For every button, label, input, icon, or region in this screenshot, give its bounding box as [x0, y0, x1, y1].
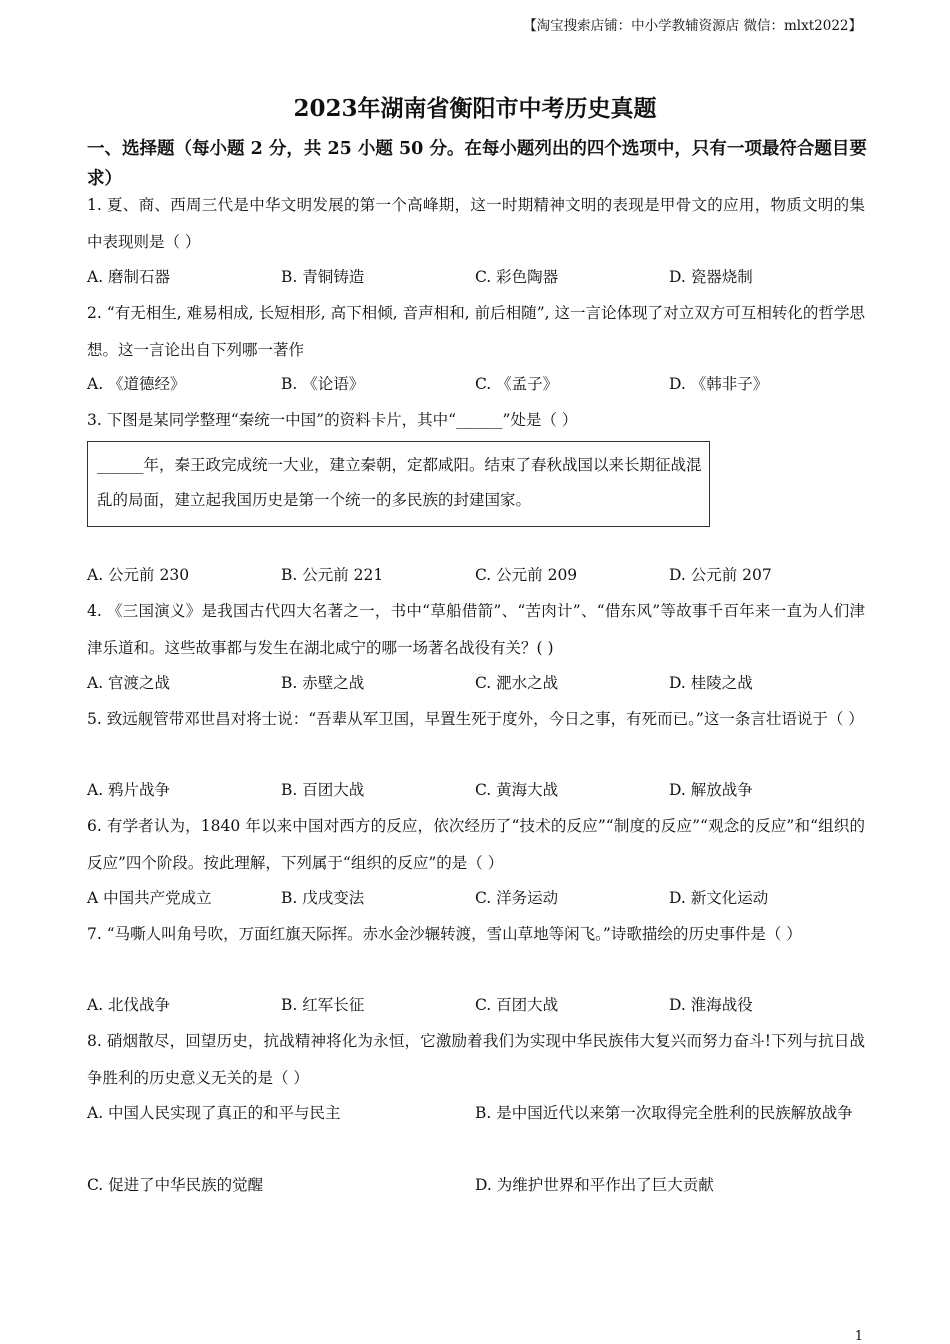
option-d: D. 公元前 207 [669, 566, 772, 584]
option-a: A. 北伐战争 [87, 996, 171, 1014]
option-a: A. 磨制石器 [87, 268, 171, 286]
page-title: 2023年湖南省衡阳市中考历史真题 [293, 95, 657, 122]
question-5-stem: 5. 致远舰管带邓世昌对将士说：“吾辈从军卫国，早置生死于度外，今日之事，有死而已。”这一条言壮语说于（ ） [87, 710, 864, 728]
option-d: D. 为维护世界和平作出了巨大贡献 [475, 1176, 714, 1194]
question-8-stem: 8. 硝烟散尽，回望历史，抗战精神将化为永恒，它激励着我们为实现中华民族伟大复兴而努力奋斗!下列与抗日战争胜利的历史意义无关的是（ ） [87, 1032, 865, 1087]
option-a: A. 公元前 230 [87, 566, 190, 584]
question-1-options [87, 259, 867, 295]
option-a: A. 《道德经》 [87, 375, 186, 393]
option-c: C. 淝水之战 [475, 674, 559, 692]
stem-prefix: 3. 下图是某同学整理“秦统一中国”的资料卡片，其中“ [87, 411, 456, 429]
option-b: B. 百团大战 [281, 781, 365, 799]
question-5-options [87, 772, 867, 808]
option-c: C. 《孟子》 [475, 375, 559, 393]
question-8-options-cd [87, 1167, 867, 1203]
question-2-stem: 2. “有无相生, 难易相成, 长短相形, 高下相倾, 音声相和, 前后相随”, 这一言论体现了对立双方可互相转化的哲学思想。这一言论出自下列哪一著作 [87, 304, 865, 359]
option-b: B. 戊戌变法 [281, 889, 365, 907]
option-c: C. 促进了中华民族的觉醒 [87, 1176, 264, 1194]
option-c: C. 公元前 209 [475, 566, 578, 584]
header-note: 【淘宝搜索店铺：中小学教辅资源店 微信：mlxt2022】 [523, 18, 862, 34]
question-3-options [87, 557, 867, 593]
option-a: A. 中国人民实现了真正的和平与民主 [87, 1104, 341, 1122]
question-4-stem: 4. 《三国演义》是我国古代四大名著之一，书中“草船借箭”、“苦肉计”、“借东风”等故事千百年来一直为人们津津乐道和。这些故事都与发生在湖北咸宁的哪一场著名战役有关？( ) [87, 602, 865, 657]
info-card [87, 441, 710, 527]
question-7-stem: 7. “马嘶人叫角号吹，万面红旗天际挥。赤水金沙辗转渡，雪山草地等闲飞。”诗歌描绘的历史事件是（ ） [87, 925, 802, 943]
option-c: C. 洋务运动 [475, 889, 559, 907]
question-6-stem: 6. 有学者认为，1840 年以来中国对西方的反应，依次经历了“技术的反应”“制度的反应”“观念的反应”和“组织的反应”四个阶段。按此理解，下列属于“组织的反应”的是（ ） [87, 817, 865, 872]
page-number: 1 [854, 1329, 863, 1344]
option-c: C. 彩色陶器 [475, 268, 559, 286]
option-d: D. 新文化运动 [669, 889, 769, 907]
option-b: B. 《论语》 [281, 375, 365, 393]
question-1-stem: 1. 夏、商、西周三代是中华文明发展的第一个高峰期，这一时期精神文明的表现是甲骨文的应用，物质文明的集中表现则是（ ） [87, 196, 865, 251]
question-2-options [87, 366, 867, 402]
option-d: D. 桂陵之战 [669, 674, 753, 692]
option-b: B. 红军长征 [281, 996, 365, 1014]
option-a: A. 鸦片战争 [87, 781, 171, 799]
stem-suffix: ”处是（ ） [502, 411, 578, 429]
question-6-options [87, 880, 867, 916]
card-blank: ______ [97, 456, 144, 474]
question-4-options [87, 665, 867, 701]
option-a: A 中国共产党成立 [87, 889, 212, 907]
card-text: 年，秦王政完成统一大业，建立秦朝，定都咸阳。结束了春秋战国以来长期征战混乱的局面，建立起我国历史是第一个统一的多民族的封建国家。 [97, 456, 702, 509]
question-7-options [87, 987, 867, 1023]
option-a: A. 官渡之战 [87, 674, 171, 692]
option-d: D. 瓷器烧制 [669, 268, 753, 286]
option-b: B. 赤壁之战 [281, 674, 365, 692]
option-d: D. 《韩非子》 [669, 375, 769, 393]
option-c: C. 百团大战 [475, 996, 559, 1014]
option-d: D. 解放战争 [669, 781, 753, 799]
option-b: B. 公元前 221 [281, 566, 384, 584]
option-b: B. 是中国近代以来第一次取得完全胜利的民族解放战争 [475, 1104, 853, 1122]
option-b: B. 青铜铸造 [281, 268, 365, 286]
section-heading: 一、选择题（每小题 2 分，共 25 小题 50 分。在每小题列出的四个选项中，只有一项最符合题目要求） [87, 139, 867, 189]
option-d: D. 淮海战役 [669, 996, 753, 1014]
question-3-stem [87, 402, 865, 439]
option-c: C. 黄海大战 [475, 781, 559, 799]
stem-blank: ______ [456, 411, 503, 429]
